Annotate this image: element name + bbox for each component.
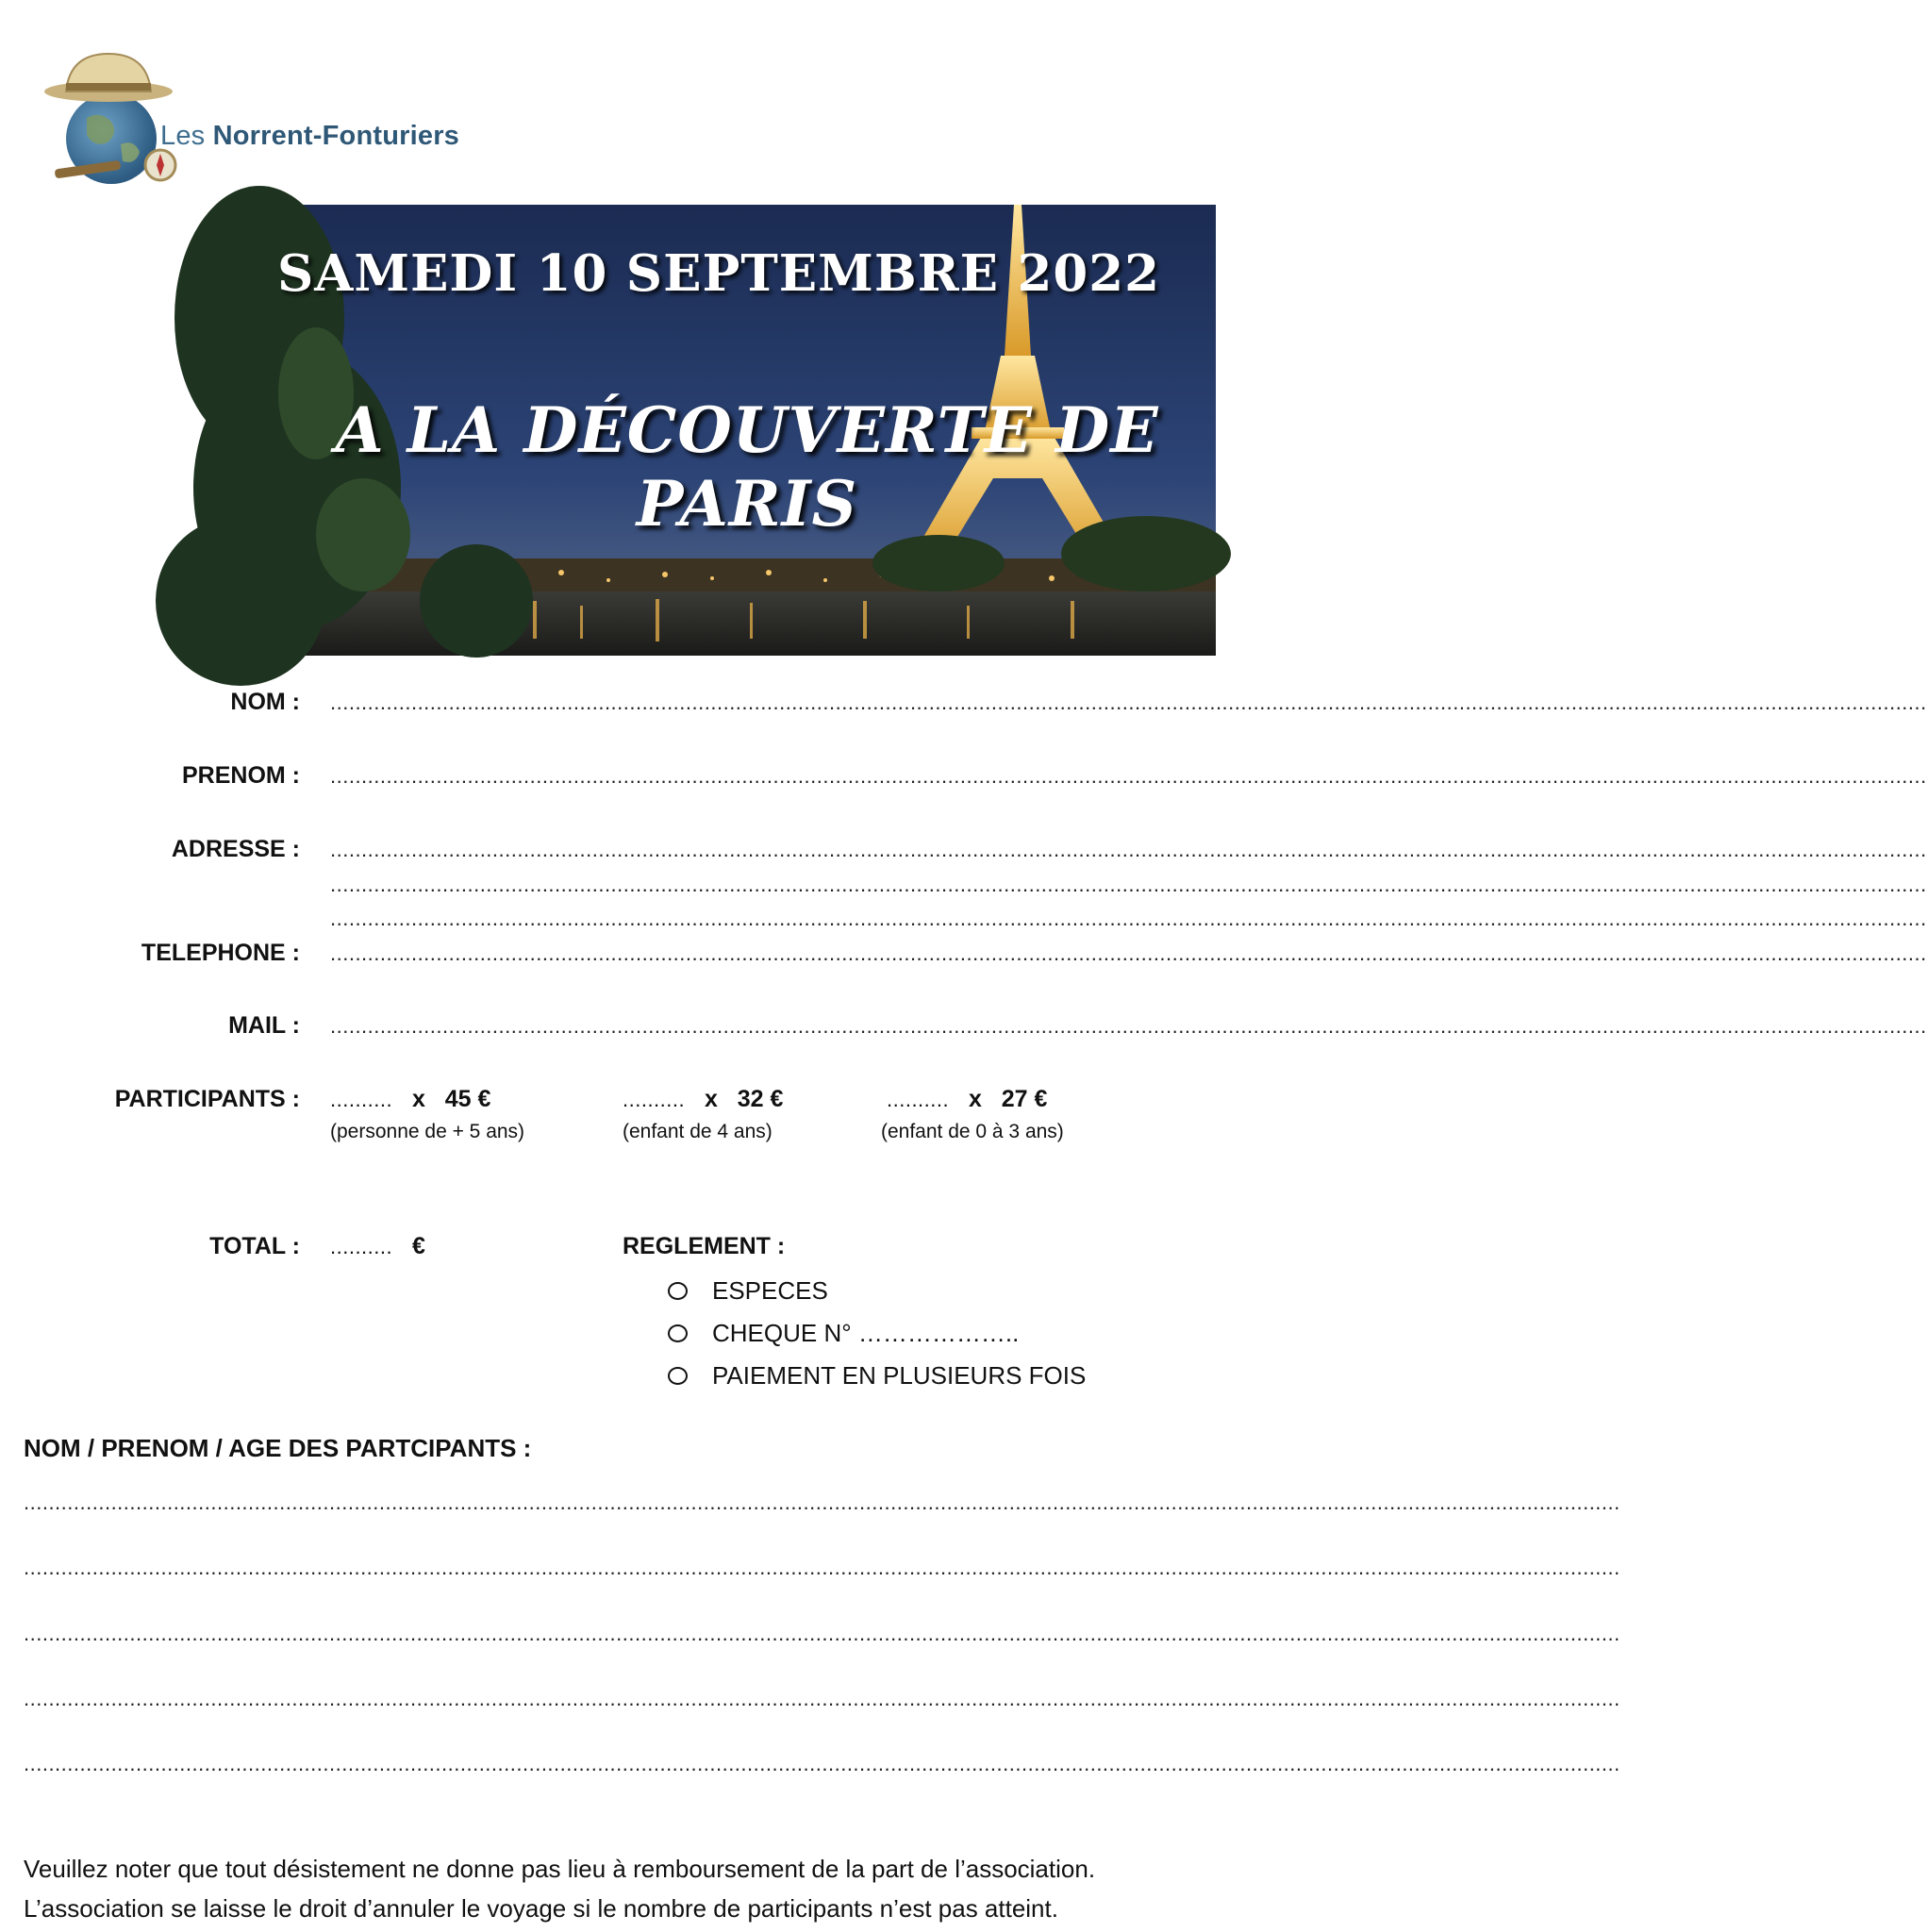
telephone-field[interactable]: ................................................................................................................................................................................................................................................................: [330, 941, 1927, 965]
payment-option-especes[interactable]: [668, 1276, 828, 1306]
total-amount-field[interactable]: ..........: [330, 1235, 393, 1258]
event-date: SAMEDI 10 SEPTEMBRE 2022: [276, 244, 1161, 303]
radio-circle-icon[interactable]: [668, 1324, 688, 1342]
paris-banner: [222, 205, 1216, 656]
telephone-label: TELEPHONE :: [141, 940, 300, 966]
adult-count-field[interactable]: ..........: [330, 1088, 393, 1111]
child-0-3-description: (enfant de 0 à 3 ans): [881, 1121, 1064, 1142]
child-0-3-price: 27 €: [1001, 1086, 1048, 1112]
currency-sign: €: [411, 1233, 425, 1259]
adresse-field-line-3[interactable]: ................................................................................................................................................................................................................................................................: [330, 907, 1927, 930]
child-4-count-field[interactable]: ..........: [623, 1088, 686, 1111]
participant-line[interactable]: ................................................................................................................................................................................................................................................................: [24, 1752, 1620, 1775]
nom-label: NOM :: [230, 689, 300, 715]
reglement-label: REGLEMENT :: [623, 1233, 786, 1259]
payment-option-label: PAIEMENT EN PLUSIEURS FOIS: [712, 1361, 1087, 1390]
multiply-sign: x: [968, 1086, 982, 1112]
participants-list-title: NOM / PRENOM / AGE DES PARTCIPANTS :: [24, 1434, 532, 1462]
payment-option-label: CHEQUE N° ………………..: [712, 1319, 1020, 1347]
radio-circle-icon[interactable]: [668, 1282, 688, 1300]
price-adult: [330, 1086, 490, 1113]
nom-field[interactable]: ................................................................................................................................................................................................................................................................: [330, 691, 1927, 714]
total-value: [330, 1233, 425, 1260]
mail-label: MAIL :: [228, 1012, 300, 1039]
participant-line[interactable]: ................................................................................................................................................................................................................................................................: [24, 1622, 1620, 1645]
adult-description: (personne de + 5 ans): [330, 1121, 525, 1142]
adresse-label: ADRESSE :: [171, 836, 300, 862]
adresse-field-line-1[interactable]: ................................................................................................................................................................................................................................................................: [330, 838, 1927, 861]
participant-line[interactable]: ................................................................................................................................................................................................................................................................: [24, 1491, 1620, 1514]
prenom-label: PRENOM :: [182, 762, 300, 789]
payment-option-cheque[interactable]: [668, 1319, 1019, 1348]
multiply-sign: x: [704, 1086, 718, 1112]
payment-option-plusieurs-fois[interactable]: [668, 1361, 1086, 1391]
notice-cancellation: L’association se laisse le droit d’annuler le voyage si le nombre de participants n’est pas atteint.: [24, 1894, 1058, 1923]
radio-circle-icon[interactable]: [668, 1367, 688, 1385]
prenom-field[interactable]: ................................................................................................................................................................................................................................................................: [330, 764, 1927, 788]
participants-label: PARTICIPANTS :: [114, 1086, 300, 1112]
total-label: TOTAL :: [209, 1233, 300, 1259]
logo-prefix: Les: [160, 121, 206, 151]
participant-line[interactable]: ................................................................................................................................................................................................................................................................: [24, 1687, 1620, 1710]
participant-line[interactable]: ................................................................................................................................................................................................................................................................: [24, 1556, 1620, 1579]
price-child-4: [623, 1086, 783, 1113]
multiply-sign: x: [411, 1086, 425, 1112]
child-4-description: (enfant de 4 ans): [623, 1121, 772, 1142]
notice-refund: Veuillez noter que tout désistement ne donne pas lieu à remboursement de la part de l’association.: [24, 1855, 1096, 1883]
adresse-field-line-2[interactable]: ................................................................................................................................................................................................................................................................: [330, 873, 1927, 896]
mail-field[interactable]: ................................................................................................................................................................................................................................................................: [330, 1014, 1927, 1038]
association-name: [160, 121, 459, 152]
logo-name: Norrent-Fonturiers: [212, 121, 460, 151]
adult-price: 45 €: [444, 1086, 491, 1112]
price-child-0-3: [887, 1086, 1047, 1113]
child-0-3-count-field[interactable]: ..........: [887, 1088, 950, 1111]
event-title: A LA DÉCOUVERTE DE PARIS: [335, 393, 1159, 541]
child-4-price: 32 €: [737, 1086, 784, 1112]
payment-option-label: ESPECES: [712, 1276, 828, 1305]
